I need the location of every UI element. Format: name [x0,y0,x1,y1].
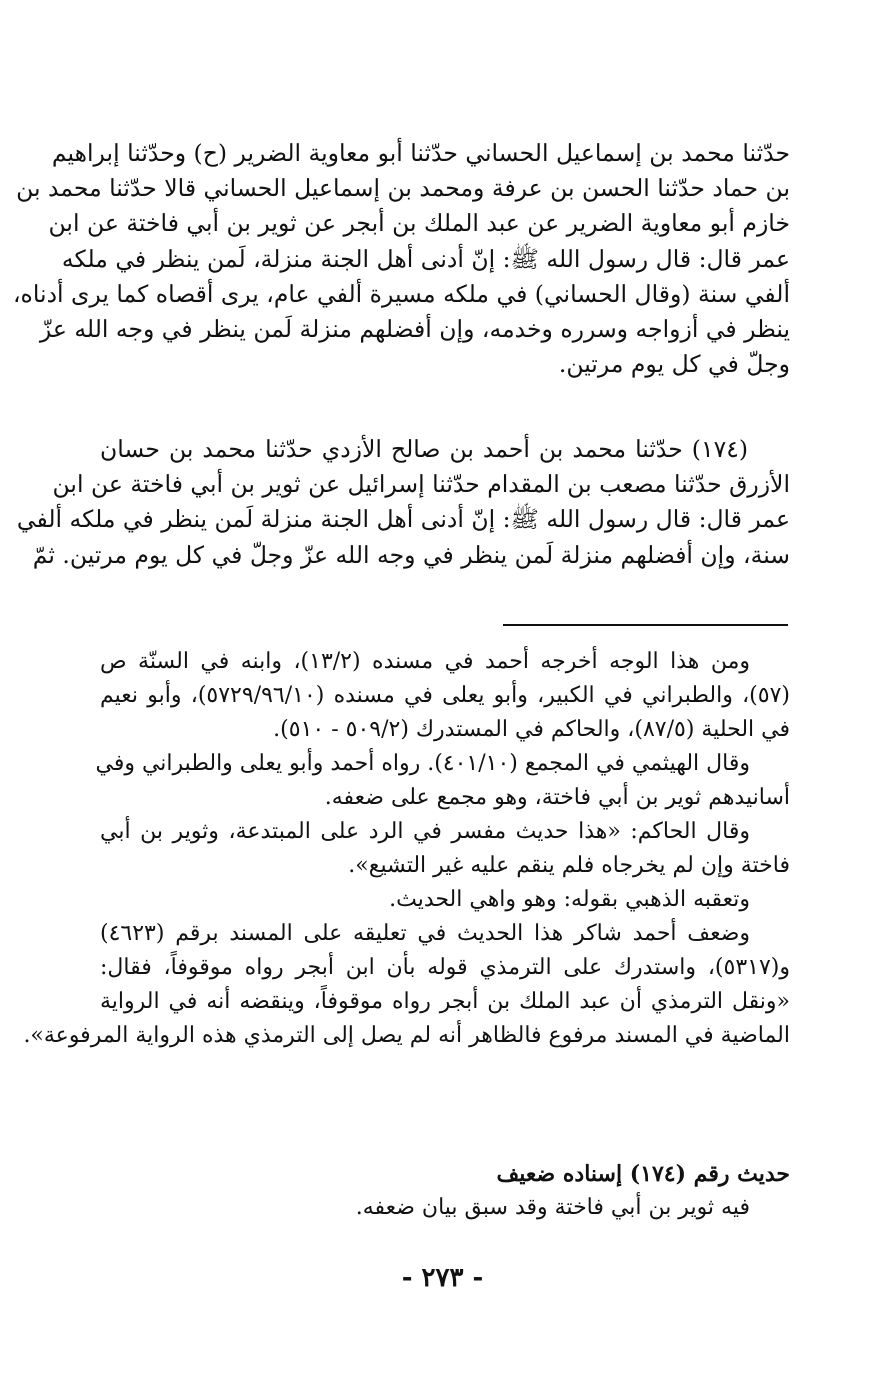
footnote-line: و(٥٣١٧)، واستدرك على الترمذي قوله بأن ابن أبجر رواه موقوفاً، فقال: [100,955,790,980]
footnote-5 [23,917,790,1053]
main-text [12,136,790,382]
footnotes [23,645,790,1053]
footnote-line: وضعف أحمد شاكر هذا الحديث في تعليقه على المسند برقم (٤٦٢٣) [100,921,750,946]
footnote-line: فاختة وإن لم يخرجاه فلم ينقم عليه غير التشيع». [348,853,790,878]
paragraph-1 [12,136,790,382]
footnote-line: الماضية في المسند مرفوع فالظاهر أنه لم يصل إلى الترمذي هذه الرواية المرفوعة». [23,1023,790,1048]
footnote-line: (٥٧)، والطبراني في الكبير، وأبو يعلى في مسنده (٥٧٢٩/٩٦/١٠)، وأبو نعيم [100,683,790,708]
footnote-4 [100,883,790,917]
footnote-line: «ونقل الترمذي أن عبد الملك بن أبجر رواه موقوفاً، وينقضه أنه في الرواية [100,989,790,1014]
footnote-separator [503,624,788,626]
hadith-ruling [100,1157,790,1225]
text-line: عمر قال: قال رسول الله ﷺ: إنّ أدنى أهل الجنة منزلة، لَمن ينظر في ملكه [61,244,790,273]
footnote-line: وقال الهيثمي في المجمع (٤٠١/١٠). رواه أحمد وأبو يعلى والطبراني وفي [95,751,750,776]
text-line: ينظر في أزواجه وسرره وخدمه، وإن أفضلهم منزلة لَمن ينظر في وجه الله عزّ [39,314,790,343]
footnote-line: وقال الحاكم: «هذا حديث مفسر في الرد على المبتدعة، وثوير بن أبي [100,819,750,844]
text-line: عمر قال: قال رسول الله ﷺ: إنّ أدنى أهل الجنة منزلة لَمن ينظر في ملكه ألفي [16,505,790,534]
footnote-3 [100,815,790,883]
text-line: الأزرق حدّثنا مصعب بن المقدام حدّثنا إسرائيل عن ثوير بن أبي فاختة عن ابن [52,470,790,499]
page-number: - ٢٧٣ - [401,1263,484,1293]
text-line: وجلّ في كل يوم مرتين. [558,350,790,379]
text-line: ألفي سنة (وقال الحساني) في ملكه مسيرة ألفي عام، يرى أقصاه كما يرى أدناه، [12,279,790,308]
text-line: خازم أبو معاوية الضرير عن عبد الملك بن أبجر عن ثوير بن أبي فاختة عن ابن [48,209,790,238]
hadith-174 [16,432,790,573]
ruling-heading: حديث رقم (١٧٤) إسناده ضعيف [496,1161,790,1187]
footnote-line: في الحلية (٨٧/٥)، والحاكم في المستدرك (٥٠٩/٢ - ٥١٠). [273,717,790,742]
footnote-line: أسانيدهم ثوير بن أبي فاختة، وهو مجمع على ضعفه. [324,785,790,810]
footnote-1 [100,645,790,747]
footnote-2 [95,747,790,815]
text-line: سنة، وإن أفضلهم منزلة لَمن ينظر في وجه الله عزّ وجلّ في كل يوم مرتين. ثمّ [32,540,790,569]
footnote-line: ومن هذا الوجه أخرجه أحمد في مسنده (١٣/٢)، وابنه في السنّة ص [100,649,750,674]
footnote-line: وتعقبه الذهبي بقوله: وهو واهي الحديث. [389,887,750,912]
text-line: (١٧٤) حدّثنا محمد بن أحمد بن صالح الأزدي حدّثنا محمد بن حسان [100,435,748,463]
text-line: حدّثنا محمد بن إسماعيل الحساني حدّثنا أبو معاوية الضرير (ح) وحدّثنا إبراهيم [51,139,790,167]
ruling-text: فيه ثوير بن أبي فاختة وقد سبق بيان ضعفه. [355,1195,750,1220]
text-line: بن حماد حدّثنا الحسن بن عرفة ومحمد بن إسماعيل الحساني قالا حدّثنا محمد بن [16,174,790,203]
